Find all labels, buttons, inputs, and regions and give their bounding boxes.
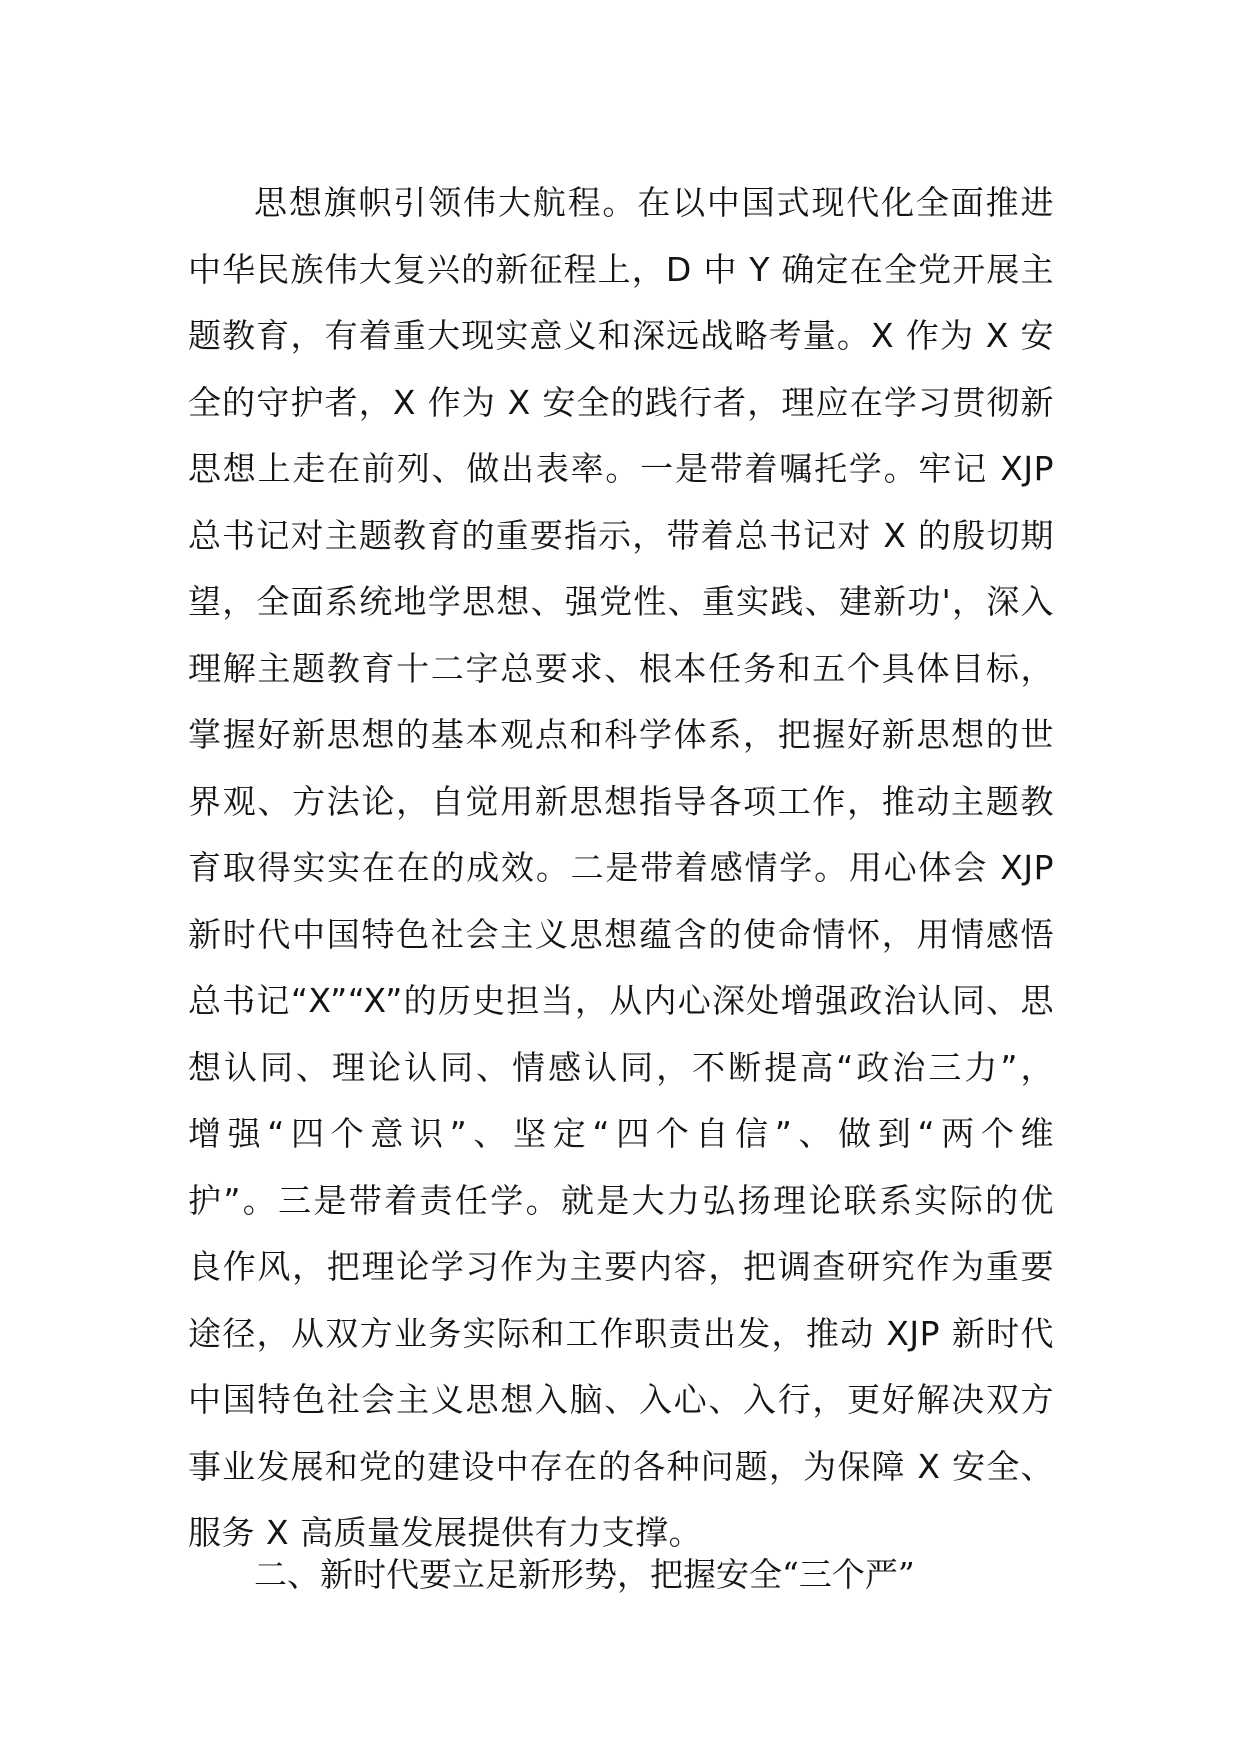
paragraph-line: 界观、方法论，自觉用新思想指导各项工作，推动主题教 <box>188 781 1054 821</box>
paragraph-line: 理解主题教育十二字总要求、根本任务和五个具体目标， <box>188 648 1054 688</box>
paragraph-line: 想认同、理论认同、情感认同，不断提高“政治三力”， <box>188 1047 1054 1087</box>
paragraph-line: 中华民族伟大复兴的新征程上，D 中 Y 确定在全党开展主 <box>188 249 1054 289</box>
paragraph-line: 全的守护者，X 作为 X 安全的践行者，理应在学习贯彻新 <box>188 382 1054 422</box>
paragraph-line: 掌握好新思想的基本观点和科学体系，把握好新思想的世 <box>188 715 1054 754</box>
paragraph-line: 望，全面系统地学思想、强党性、重实践、建新功'，深入 <box>188 582 1054 621</box>
paragraph-line: 良作风，把理论学习作为主要内容，把调查研究作为重要 <box>188 1247 1054 1286</box>
paragraph-line: 总书记“X”“X”的历史担当，从内心深处增强政治认同、思 <box>188 981 1054 1020</box>
paragraph-line: 护”。三是带着责任学。就是大力弘扬理论联系实际的优 <box>188 1180 1054 1220</box>
paragraph-line: 新时代中国特色社会主义思想蕴含的使命情怀，用情感悟 <box>188 914 1054 954</box>
paragraph-line: 总书记对主题教育的重要指示，带着总书记对 X 的殷切期 <box>188 515 1054 555</box>
section-heading: 二、新时代要立足新形势，把握安全“三个严” <box>254 1555 915 1594</box>
paragraph-line: 事业发展和党的建设中存在的各种问题，为保障 X 安全、 <box>188 1446 1054 1486</box>
paragraph-line: 育取得实实在在的成效。二是带着感情学。用心体会 XJP <box>188 848 1054 887</box>
paragraph-line: 增强“四个意识”、坚定“四个自信”、做到“两个维 <box>188 1114 1054 1153</box>
body-paragraph <box>188 170 1054 1567</box>
paragraph-line: 服务 X 高质量发展提供有力支撑。 <box>188 1513 703 1552</box>
paragraph-line: 题教育，有着重大现实意义和深远战略考量。X 作为 X 安 <box>188 316 1054 355</box>
paragraph-line: 中国特色社会主义思想入脑、入心、入行，更好解决双方 <box>188 1380 1054 1419</box>
paragraph-line: 思想旗帜引领伟大航程。在以中国式现代化全面推进 <box>254 183 1054 222</box>
paragraph-line: 途径，从双方业务实际和工作职责出发，推动 XJP 新时代 <box>188 1313 1054 1353</box>
paragraph-line: 思想上走在前列、做出表率。一是带着嘱托学。牢记 XJP <box>188 449 1054 488</box>
